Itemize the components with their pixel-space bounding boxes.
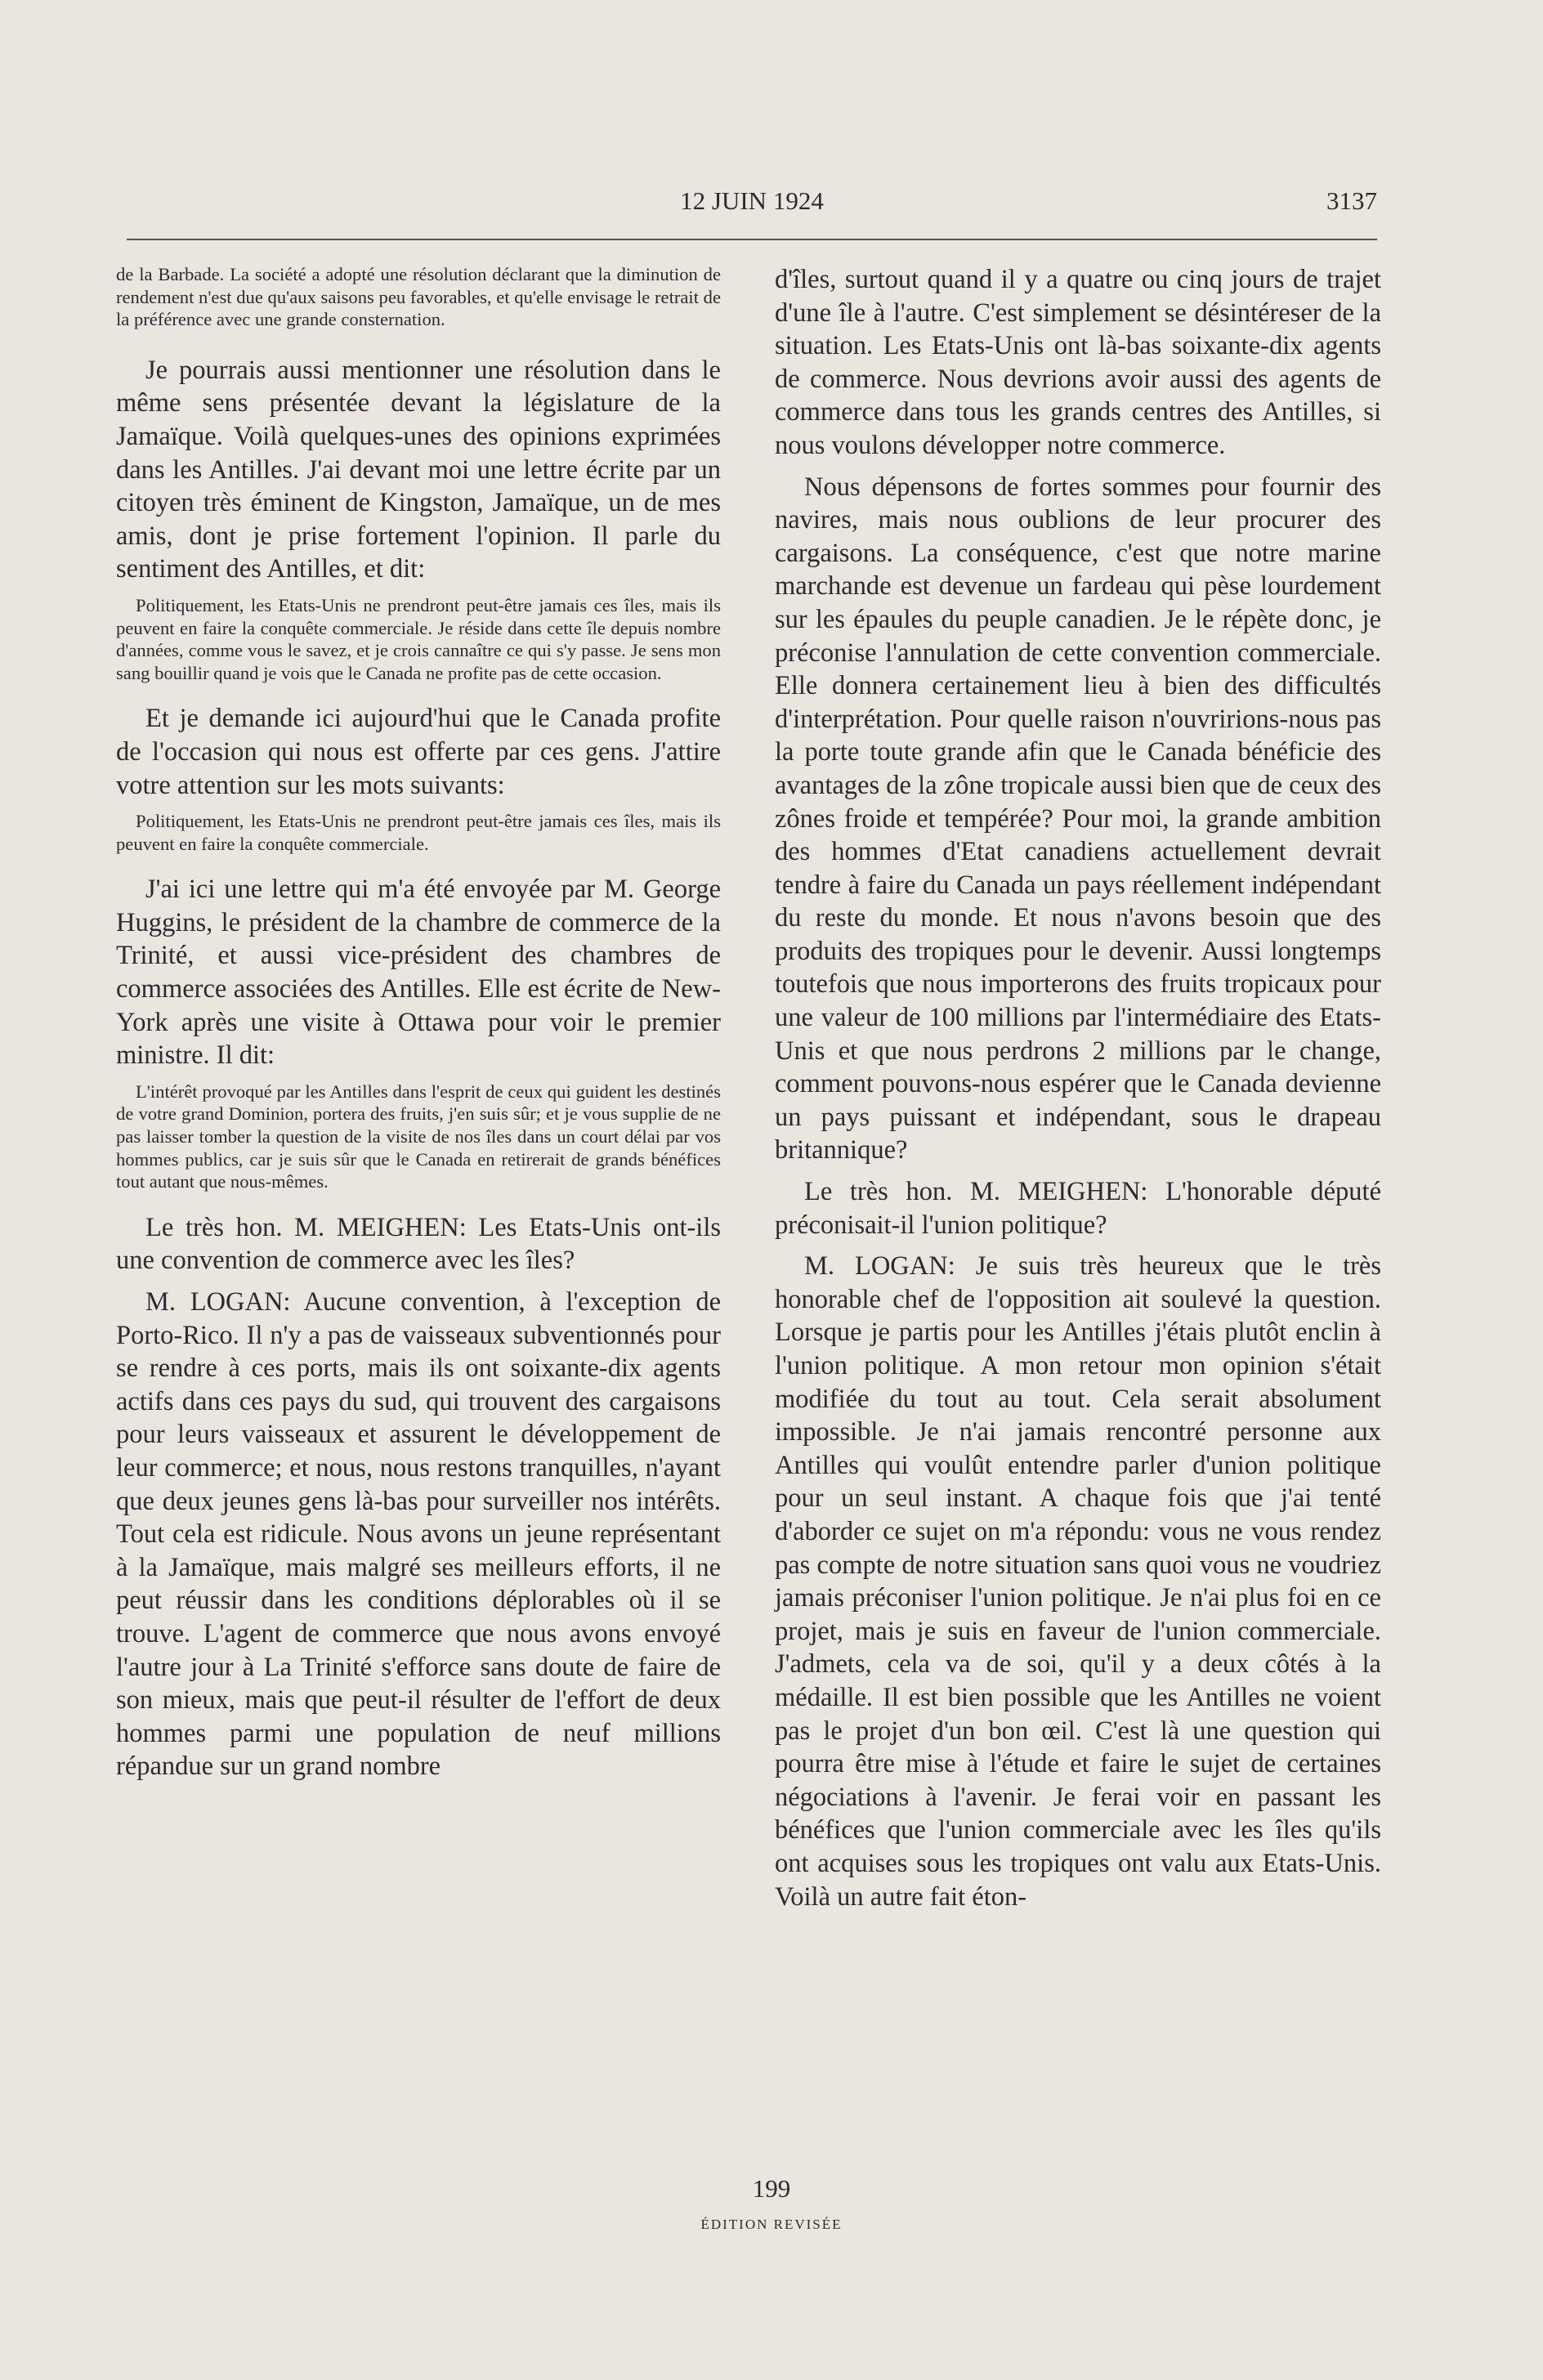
- footer-edition: ÉDITION REVISÉE: [700, 2217, 843, 2232]
- speaker-paragraph: M. LOGAN: Aucune convention, à l'exception de Porto-Rico. Il n'y a pas de vaisseaux subventionnés pour se rendre à ces ports, mais ils ont soixante-dix agents actifs dans ces pays du sud, qui trouvent des cargaisons pour leurs vaisseaux et assurent le développement de leur commerce; et nous, nous restons tranquilles, n'ayant que deux jeunes gens là-bas pour surveiller nos intérêts. Tout cela est ridicule. Nous avons un jeune représentant à la Jamaïque, mais malgré ses meilleurs efforts, il ne peut réussir dans les conditions déplorables où il se trouve. L'agent de commerce que nous avons envoyé l'autre jour à La Trinité s'efforce sans doute de faire de son mieux, mais que peut-il résulter de l'effort de deux hommes parmi une population de neuf millions répandue sur un grand nombre: [116, 1287, 721, 1782]
- quote-paragraph: Politiquement, les Etats-Unis ne prendront peut-être jamais ces îles, mais ils peuvent en faire la conquête commerciale. Je réside dans cette île depuis nombre d'années, comme vous le savez, et je crois cannaître ce qui s'y passe. Je sens mon sang bouillir quand je vois que le Canada ne profite pas de cette occasion.: [116, 594, 721, 683]
- header-rule: [127, 239, 1377, 240]
- quote-paragraph: de la Barbade. La société a adopté une résolution déclarant que la diminution de rendement n'est due qu'aux saisons peu favorables, et qu'elle envisage le retrait de la préférence avec une grande consternation.: [116, 264, 721, 330]
- body-paragraph: Je pourrais aussi mentionner une résolution dans le même sens présentée devant la législature de la Jamaïque. Voilà quelques-unes des opinions exprimées dans les Antilles. J'ai devant moi une lettre écrite par un citoyen très éminent de Kingston, Jamaïque, un de mes amis, dont je prise fortement l'opinion. Il parle du sentiment des Antilles, et dit:: [116, 355, 721, 584]
- page-header: [127, 186, 1377, 222]
- left-column: [116, 263, 721, 1792]
- right-column: [775, 263, 1381, 1921]
- body-paragraph: Nous dépensons de fortes sommes pour fournir des navires, mais nous oublions de leur procurer des cargaisons. La conséquence, c'est que notre marine marchande est devenue un fardeau qui pèse lourdement sur les épaules du peuple canadien. Je le répète donc, je préconise l'annulation de cette convention commerciale. Elle donnera certainement lieu à bien des difficultés d'interprétation. Pour quelle raison n'ouvririons-nous pas la porte toute grande afin que le Canada bénéficie des avantages de la zône tropicale aussi bien que de ceux des zônes froide et tempérée? Pour moi, la grande ambition des hommes d'Etat canadiens actuellement devrait tendre à faire du Canada un pays réellement indépendant du reste du monde. Et nous n'avons besoin que des produits des tropiques pour le devenir. Aussi longtemps toutefois que nous importerons des fruits tropicaux pour une valeur de 100 millions par l'intermédiaire des Etats-Unis et que nous perdrons 2 millions par le change, comment pouvons-nous espérer que le Canada devienne un pays puissant et indépendant, sous le drapeau britannique?: [775, 472, 1381, 1165]
- header-page-number: 3137: [1326, 186, 1377, 215]
- quote-paragraph: L'intérêt provoqué par les Antilles dans l'esprit de ceux qui guident les destinés de votre grand Dominion, portera des fruits, j'en suis sûr; et je vous supplie de ne pas laisser tomber la question de la visite de nos îles dans un court délai par vos hommes publics, car je suis sûr que le Canada en retirerait de grands bénéfices tout autant que nous-mêmes.: [116, 1080, 721, 1192]
- speaker-paragraph: Le très hon. M. MEIGHEN: Les Etats-Unis ont-ils une convention de commerce avec les îles?: [116, 1212, 721, 1276]
- footer-sheet-number: 199: [752, 2174, 791, 2203]
- body-paragraph: J'ai ici une lettre qui m'a été envoyée par M. George Huggins, le président de la chambre de commerce de la Trinité, et aussi vice-président des chambres de commerce associées des Antilles. Elle est écrite de New-York après une visite à Ottawa pour voir le premier ministre. Il dit:: [116, 875, 721, 1071]
- speaker-paragraph: M. LOGAN: Je suis très heureux que le très honorable chef de l'opposition ait soulevé la question. Lorsque je partis pour les Antilles j'étais plutôt enclin à l'union politique. A mon retour mon opinion s'était modifiée du tout au tout. Cela serait absolument impossible. Je n'ai jamais rencontré personne aux Antilles qui voulût entendre parler d'union politique pour un seul instant. A chaque fois que j'ai tenté d'aborder ce sujet on m'a répondu: vous ne vous rendez pas compte de notre situation sans quoi vous ne voudriez jamais préconiser l'union politique. Je n'ai plus foi en ce projet, mais je suis en faveur de l'union commerciale. J'admets, cela va de soi, qu'il y a deux côtés à la médaille. Il est bien possible que les Antilles ne voient pas le projet d'un bon œil. C'est là une question qui pourra être mise à l'étude et faire le sujet de certaines négociations à l'avenir. Je ferai voir en passant les bénéfices que l'union commerciale avec les îles qu'ils ont acquises sous les tropiques ont valu aux Etats-Unis. Voilà un autre fait éton-: [775, 1251, 1381, 1912]
- body-paragraph: Et je demande ici aujourd'hui que le Canada profite de l'occasion qui nous est offerte par ces gens. J'attire votre attention sur les mots suivants:: [116, 704, 721, 800]
- speaker-paragraph: Le très hon. M. MEIGHEN: L'honorable député préconisait-il l'union politique?: [775, 1177, 1381, 1240]
- header-date: 12 JUIN 1924: [680, 186, 824, 215]
- body-paragraph: d'îles, surtout quand il y a quatre ou cinq jours de trajet d'une île à l'autre. C'est simplement se désintéreser de la situation. Les Etats-Unis ont là-bas soixante-dix agents de commerce. Nous devrions avoir aussi des agents de commerce dans tous les grands centres des Antilles, si nous voulons développer notre commerce.: [775, 265, 1381, 460]
- quote-paragraph: Politiquement, les Etats-Unis ne prendront peut-être jamais ces îles, mais ils peuvent en faire la conquête commerciale.: [116, 811, 721, 854]
